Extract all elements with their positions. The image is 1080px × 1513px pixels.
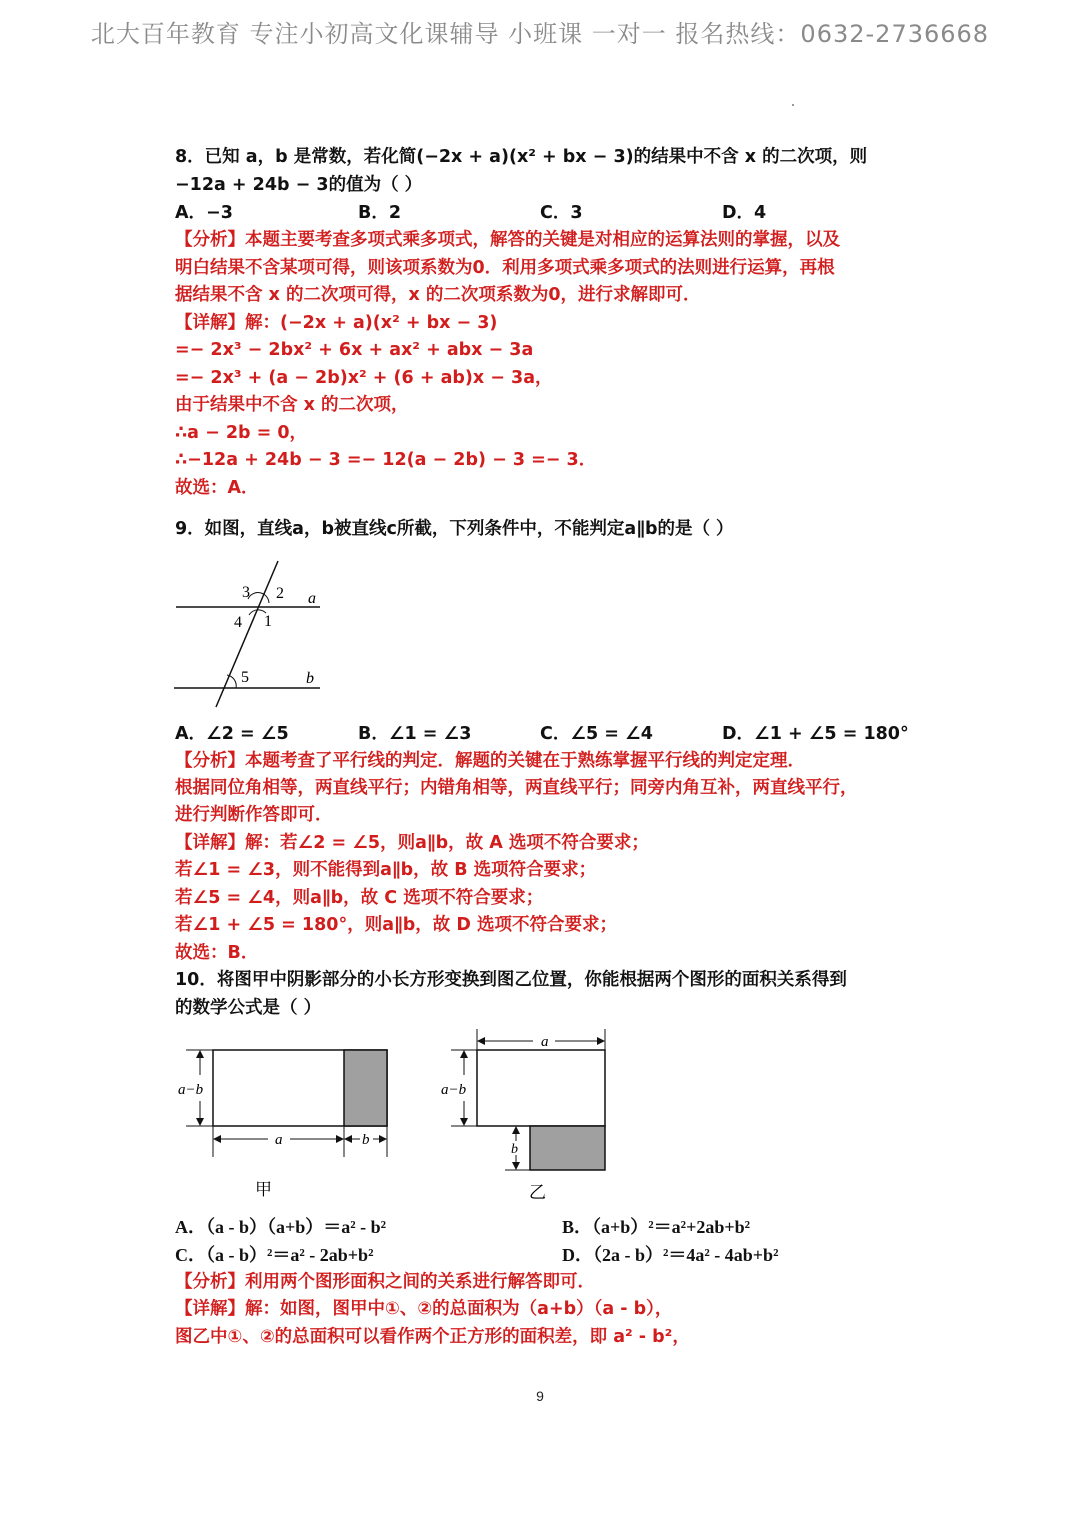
q10-stem-line2: 的数学公式是（ ） [175, 998, 322, 1018]
q8-stem-line2: −12a + 24b − 3的值为（ ） [175, 175, 423, 195]
q10-solution-line1: 【详解】解：如图，图甲中①、②的总面积为（a+b）（a - b）， [175, 1299, 673, 1319]
label-3: 3 [242, 584, 250, 601]
q8-stem-line1: 8．已知 a，b 是常数，若化简(−2x + a)(x² + bx − 3)的结果中不含 x 的二次项，则 [175, 147, 868, 167]
q8-solution-line4: 由于结果中不含 x 的二次项， [175, 395, 409, 415]
q9-option-d: D．∠1 + ∠5 = 180° [722, 724, 909, 744]
q9-solution-line1: 【详解】解：若∠2 = ∠5，则a∥b，故 A 选项不符合要求； [175, 833, 649, 853]
label-5: 5 [241, 669, 249, 686]
label-1: 1 [264, 613, 272, 630]
page-number: 9 [536, 1388, 544, 1404]
q9-solution-line3: 若∠5 = ∠4，则a∥b，故 C 选项不符合要求； [175, 888, 544, 908]
q9-answer: 故选：B． [175, 943, 259, 963]
q9-analysis-line3: 进行判断作答即可． [175, 805, 333, 825]
q8-solution-line5: ∴a − 2b = 0， [175, 423, 308, 443]
q8-solution-line3: =− 2x³ + (a − 2b)x² + (6 + ab)x − 3a， [175, 368, 553, 388]
q8-analysis-line3: 据结果不含 x 的二次项可得，x 的二次项系数为0，进行求解即可． [175, 285, 701, 305]
q8-option-a: A．−3 [175, 203, 233, 223]
q8-answer: 故选：A． [175, 478, 259, 498]
label-a: a [275, 1132, 283, 1148]
q9-stem: 9．如图，直线a，b被直线c所截，下列条件中，不能判定a∥b的是（ ） [175, 519, 734, 539]
q10-analysis: 【分析】利用两个图形面积之间的关系进行解答即可． [175, 1272, 595, 1292]
shaded-rect [344, 1050, 387, 1126]
q10-option-c: C．（a - b）²＝a² - 2ab+b² [175, 1245, 374, 1265]
page-header: 北大百年教育 专注小初高文化课辅导 小班课 一对一 报名热线：0632-2736668 [90, 20, 990, 48]
label-a-minus-b: a−b [178, 1082, 204, 1098]
q9-solution-line2: 若∠1 = ∠3，则不能得到a∥b，故 B 选项符合要求； [175, 860, 597, 880]
label-b: b [362, 1132, 370, 1148]
q10-stem-line1: 10．将图甲中阴影部分的小长方形变换到图乙位置，你能根据两个图形的面积关系得到 [175, 970, 847, 990]
q10-figure-jia [170, 1035, 400, 1205]
speck [792, 104, 794, 106]
label-2: 2 [276, 585, 284, 602]
label-a: a [541, 1034, 549, 1050]
label-b: b [306, 670, 314, 687]
q10-option-d: D．（2a - b）²＝4a² - 4ab+b² [562, 1245, 779, 1265]
q8-solution-line6: ∴−12a + 24b − 3 =− 12(a − 2b) − 3 =− 3． [175, 450, 597, 470]
q9-analysis-line1: 【分析】本题考查了平行线的判定．解题的关键在于熟练掌握平行线的判定定理． [175, 751, 805, 771]
caption-jia: 甲 [255, 1180, 272, 1199]
label-4: 4 [234, 614, 242, 631]
q8-analysis-line2: 明白结果不含某项可得，则该项系数为0．利用多项式乘多项式的法则进行运算，再根 [175, 258, 835, 278]
q9-option-a: A．∠2 = ∠5 [175, 724, 289, 744]
q8-option-b: B．2 [358, 203, 402, 223]
q8-analysis-line1: 【分析】本题主要考查多项式乘多项式，解答的关键是对相应的运算法则的掌握，以及 [175, 230, 840, 250]
q8-solution-line2: =− 2x³ − 2bx² + 6x + ax² + abx − 3a [175, 340, 534, 360]
shaded-rect [530, 1126, 605, 1170]
label-a-minus-b: a−b [441, 1082, 467, 1098]
q10-figure-yi [435, 1023, 620, 1203]
q8-option-c: C．3 [540, 203, 583, 223]
caption-yi: 乙 [529, 1183, 546, 1202]
q9-solution-line4: 若∠1 + ∠5 = 180°，则a∥b，故 D 选项不符合要求； [175, 915, 618, 935]
q10-option-a: A．（a - b）（a+b）＝a² - b² [175, 1217, 387, 1237]
q10-solution-line2: 图乙中①、②的总面积可以看作两个正方形的面积差，即 a² - b²， [175, 1327, 690, 1347]
angle-arc-upper [248, 593, 269, 603]
q8-option-d: D．4 [722, 203, 767, 223]
label-b: b [511, 1142, 518, 1157]
q10-option-b: B．（a+b）²＝a²+2ab+b² [562, 1217, 750, 1237]
label-a: a [308, 590, 316, 607]
q9-analysis-line2: 根据同位角相等，两直线平行；内错角相等，两直线平行；同旁内角互补，两直线平行， [175, 778, 858, 798]
q9-option-b: B．∠1 = ∠3 [358, 724, 472, 744]
q9-option-c: C．∠5 = ∠4 [540, 724, 653, 744]
rect-top [477, 1050, 605, 1126]
q9-figure [170, 555, 330, 715]
q8-solution-line1: 【详解】解：(−2x + a)(x² + bx − 3) [175, 313, 498, 333]
